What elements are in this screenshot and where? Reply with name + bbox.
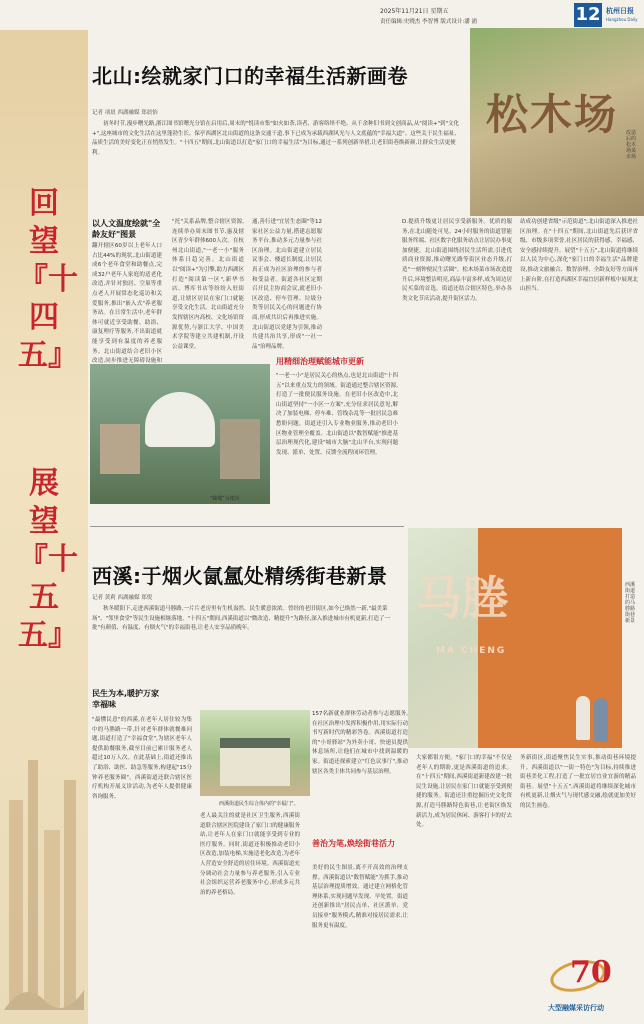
article-1-col-2: "托"关系品牌,整合辖区资源,连续举办周末图书节,惠及辖区青少年群体600人次。在杭州北山街道,"一老一小"服务体系日趋完善。北山街道以"阅读+"为引擎,助力西湖区打造"阅读第一区",新华书店、博库书店等纷纷入驻街道,让辖区居民在家门口就能享受文化生活。北山街道充分发挥辖区内高校、文化场馆资源优势,与浙江大学、中国美术学院等建立共建机制,开设公益课堂。 xyxy=(172,219,244,350)
article-1-photo-caption: "蝴蝶"为楼顶 xyxy=(210,496,240,502)
newspaper-subtitle: Hangzhou Daily xyxy=(606,17,638,22)
article-2-subhead-1: 民生为本,暖护万家幸福味 xyxy=(92,689,160,709)
sidebar-banner xyxy=(0,30,88,1024)
issue-date: 2025年11月21日 星期五 xyxy=(380,8,449,15)
sidebar-title-outlook: 展望『十五五』 xyxy=(18,466,78,653)
logo-number: 70 xyxy=(570,955,612,990)
article-2-byline: 记者 黄莉 西湖融媒 郑悦 xyxy=(92,595,153,601)
article-1-photo xyxy=(90,364,270,504)
page-number: 12 xyxy=(575,4,601,25)
article-1-intro: 初冬时节,漫步曙光路,浙江图书馆曙光分馆在启用后,周末的"悦读市集"如火如荼,读者、游客络绎不绝。从千余种旧书到文创商品,从"阅读+"到"文化+",这座城市的文化生活在这里蓬勃生长。保亭西湖区北山街道的这条交通干道,事下已成为承载西湖风光与人文底蕴的"幸福大道"。这些关于民生福祉、品质生活的美好变化正在悄然发生。"十四五"期间,北山街道以打造"家门口的幸福生活"为目标,通过一系列创新举措,让老旧街巷焕新颜,让群众生活更便利。 xyxy=(92,121,460,156)
article-1-col-4: "一老一小"是居民关心的热点,也是北山街道"十四五"以来重点发力的领域。街道通过整合辖区资源,打造了一批便民服务设施。在老旧小区改造中,北山街道坚持"一小区一方案",充分征求居民意见,解决了加装电梯、停车难、管线杂乱等一批居民急难愁盼问题。街道还引入专业物业服务,推动老旧小区物业管理全覆盖。北山街道以"数智赋能"推进基层治理现代化,建设"城市大脑"北山平台,实现问题发现、派单、处置、反馈全流程闭环管理。 xyxy=(276,373,398,456)
anniversary-logo xyxy=(540,955,636,1010)
article-divider xyxy=(90,526,404,527)
article-2-photo-caption: 西溪街道民生综合体内的"幸福门"。 xyxy=(219,801,299,807)
article-1-subhead-1: 以人文温度绘就"全龄友好"图景 xyxy=(92,219,161,239)
article-2-col-1: "最懂民意"的西溪,在老年人居住较为集中的马塍路一带,针对老年群体就餐难问题,街道打造了"幸福食堂",为辖区老年人提供助餐服务,截至目前已累计服务老人超过10万人次。在此基础上,街道还推出了助浴、助医、助急等服务,构建起"15分钟养老服务圈"。西溪街道还联合辖区医疗机构开展义诊活动,为老年人提供健康咨询服务。 xyxy=(92,717,192,800)
elderly-person xyxy=(576,696,590,740)
newspaper-name: 杭州日报 xyxy=(606,7,634,15)
article-2-col-6: 务新街区,街道聚焦民生实事,推动街巷环境提升。西溪街道以"一街一特色"为目标,持续推进街巷美化工程,打造了一批宜居宜业宜游的精品街巷。展望"十五五",西溪街道将继续深化城市有机更新,让烟火气与现代感交融,绘就更加美好的民生画卷。 xyxy=(520,755,636,809)
article-2-col-4: 美好的民生图景,离不开高效的治理支撑。西溪街道以"数智赋能"为抓手,推动基层治理提质增效。通过建立网格化管理体系,实现问题早发现、早处置。街道还创新推出"居民点单、社区派单、党员接单"服务模式,精准对接居民需求,让服务更有温度。 xyxy=(312,865,408,929)
article-1-hero-caption: 改造后的松木场菜市场 xyxy=(626,130,637,160)
article-1-subhead-2: 用精细治理赋能城市更新 xyxy=(276,357,364,366)
editor-credits: 责任编辑:史晓杰 李智博 版式设计:潘 浦 xyxy=(380,19,477,25)
article-2-col-5: 大家都很方便。"家门口的幸福"不仅是老年人的期盼,更是西溪街道的追求。在"十四五"期间,西溪街道新建改建一批民生设施,让居民在家门口就能享受到便捷的服务。街道还注重挖掘历史文化资源,打造马塍路特色街巷,让老街区焕发新活力,成为居民休闲、游客打卡的好去处。 xyxy=(416,755,512,829)
article-2-title: 西溪:于烟火氤氲处精绣街巷新景 xyxy=(92,564,388,588)
article-2-photo xyxy=(200,710,310,796)
elderly-person xyxy=(594,698,608,742)
article-2-intro: 秋冬暖阳下,走进西溪街道马塍路,一片片老房里有生机盎然、民生暖意浓浓。曾经的老旧街区,如今已焕然一新,"最美菜场"、"邻里食堂"等民生设施相继落地。"十四五"期间,西溪街道以"微改造、精提升"为路径,深入推进城市有机更新,打造了一批"有颜值、有温度、有烟火气"的幸福街巷,让老人安享品质晚年。 xyxy=(92,606,390,631)
article-1-title: 北山:绘就家门口的幸福生活新画卷 xyxy=(92,64,408,88)
market-sign: 松木场 xyxy=(486,90,619,139)
photo-building xyxy=(220,419,260,479)
article-2-hero-photo xyxy=(408,528,622,748)
photo-building xyxy=(100,424,140,474)
article-2-col-3: 157名新就业群体劳动者参与志愿服务,在社区治理中发挥积极作用,用实际行动书写新时代的精彩答卷。西溪街道打造的"小哥驿站"为外卖小哥、快递员提供休息场所,让他们在城市中找到温暖的家。街道还探索建立"红色议事厅",推动辖区各类主体共同参与基层治理。 xyxy=(312,711,408,775)
city-skyline-illustration xyxy=(4,680,84,1010)
article-1-byline: 记者 项晨 西湖融媒 郑晨怡 xyxy=(92,110,158,116)
article-1-hero-photo xyxy=(470,28,644,216)
article-1-col-3: 通,善行进"宜居生态圈"等12家社区公益力量,搭建志愿服务平台,推动多元力量参与社区治理。北山街道建立居民议事会、楼道长制度,让居民真正成为社区治理的参与者和受益者。街道各社区定期召开民主协商会议,就老旧小区改造、停车管理、垃圾分类等居民关心的问题进行协商,形成共识后再推进实施。北山街道以党建为引领,推动共建共治共享,形成"一社一品"治理品牌。 xyxy=(252,219,322,350)
article-2-subhead-2: 善治为笔,焕绘街巷活力 xyxy=(312,839,396,848)
article-1-col-6: 站成功创建省级"示范街道";北山街道深入推进社区治理。在"十四五"期间,北山街道先后获评省级、市级多项荣誉,社区居民的获得感、幸福感、安全感持续提升。展望"十五五",北山街道将继续以人民为中心,深化"家门口的幸福生活"品牌建设,推动文旅融合、数智治理、全龄友好等方面再上新台阶,在打造西湖区幸福宜居新样板中展现北山担当。 xyxy=(520,219,638,293)
photo-gate xyxy=(220,738,290,786)
article-2-col-2: 老人最关注的就是社区卫生服务,西溪街道联合辖区医院建设了家门口的健康服务站,让老年人在家门口就能享受到专业的医疗服务。同时,街道还积极推动老旧小区改造,加装电梯,实施适老化改造,为老年人营造安全舒适的居住环境。西溪街道充分调动社会力量参与养老服务,引入专业社会组织运营养老服务中心,形成多元共治的养老格局。 xyxy=(200,813,300,896)
campaign-name: 大型融媒采访行动 xyxy=(548,1004,604,1012)
street-sign-english: MA CHENG xyxy=(436,646,507,656)
article-1-col-1: 翻开辖区60岁以上老年人口占比44%的现状,北山街道建成6个老年食堂和助餐点,完成32户老年人家庭的适老化改造,并针对独居、空巢等重点老人开展常态化巡访和关爱服务,推出"嵌入式"养老服务站。在日常生活中,老年群体可就近享受助餐、助浴、康复理疗等服务,不出街道就能享受到有温度的养老服务。北山街道结合老旧小区改造,同步推进无障碍设施和 xyxy=(92,243,162,365)
sidebar-title-review: 回望『十四五』 xyxy=(18,186,78,373)
article-1-col-5: D.提质升级更让居民享受新服务。优质的服务,在北山随处可见。24小时服务的街道智能服务终端、社区数字化服务站点让居民办事更加便捷。北山街道围绕居民生活所需,引进优质商业资源,推动曙光路等街区业态升级,打造"一刻钟便民生活圈"。松木场菜市场改造提升后,环境整洁明亮,商品丰富多样,成为周边居民买菜的首选。街道还结合辖区特色,举办各类文化节庆活动,提升街区活力。 xyxy=(402,219,513,302)
article-2-hero-caption: 西溪街道打造的马塍路街巷新景 xyxy=(625,582,636,624)
street-sign: 马塍 xyxy=(416,571,508,625)
butterfly-rooftop xyxy=(145,392,215,447)
page-header xyxy=(0,0,644,30)
